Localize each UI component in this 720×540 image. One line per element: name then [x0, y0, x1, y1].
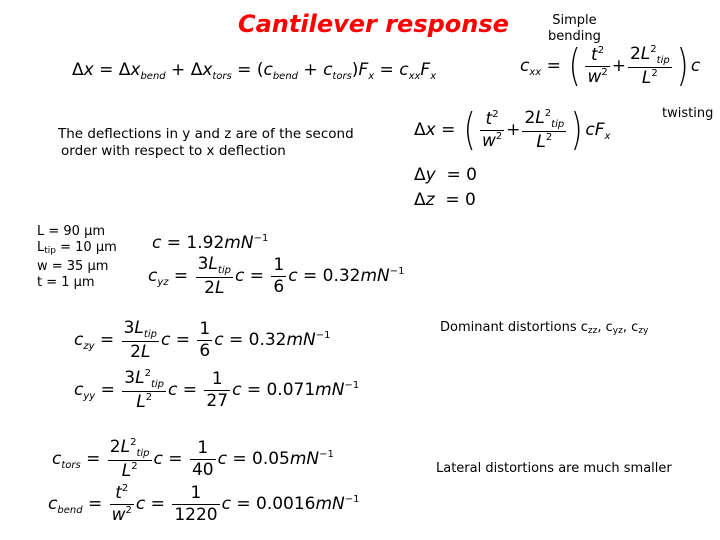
parameters-block	[37, 224, 117, 291]
param-Ltip: Ltip = 10 µm	[37, 240, 117, 256]
ctors-equation: $c_{tors}$ = $\frac{2L^2_{tip}}{L^2}$ c = $\frac{1}{40}$ $c = 0.05mN^{-1}$	[52, 437, 334, 481]
bending-label: bending	[548, 29, 601, 44]
param-L: L = 90 µm	[37, 224, 106, 239]
param-w: w = 35 µm	[37, 259, 109, 274]
note-line-1: The deflections in y and z are of the second	[58, 126, 354, 142]
cxx-equation: $c_{xx}$ = ( $\frac{t^2}{w^2}$ + $\frac{2L^2_{tip}}{L^2}$ ) c	[520, 40, 701, 91]
deflection-equation: $\Delta x = \Delta x_{bend} + \Delta x_{tors} = (c_{bend} + c_{tors})F_x = c_{xx}F_x$	[72, 60, 437, 82]
delta-x-equation: Δx = ( $\frac{t^2}{w^2}$ + $\frac{2L^2_{tip}}{L^2}$ ) $cF_x$	[414, 104, 611, 155]
dominant-distortions-note: Dominant distortions czz, cyz, czy	[440, 320, 649, 336]
czy-equation: $c_{zy}$ = $\frac{3L_{tip}}{2L}$ c = $\frac{1}{6}$ $c = 0.32mN^{-1}$	[74, 318, 331, 362]
second-order-note	[58, 126, 354, 160]
cyy-equation: $c_{yy}$ = $\frac{3L^2_{tip}}{L^2}$ c = $\frac{1}{27}$ $c = 0.071mN^{-1}$	[74, 368, 360, 412]
param-t: t = 1 µm	[37, 275, 95, 290]
delta-z-equation: Δz = 0	[414, 190, 476, 210]
twisting-label: twisting	[662, 106, 714, 121]
simple-label: Simple	[552, 13, 597, 28]
page-title: Cantilever response	[238, 10, 509, 38]
c-value-equation: $c = 1.92mN^{-1}$	[152, 233, 269, 253]
note-line-2: order with respect to x deflection	[61, 143, 286, 159]
lateral-distortions-note: Lateral distortions are much smaller	[436, 461, 672, 476]
cyz-equation: $c_{yz}$ = $\frac{3L_{tip}}{2L}$ c = $\frac{1}{6}$ $c = 0.32mN^{-1}$	[148, 254, 405, 298]
delta-y-equation: Δy = 0	[414, 165, 477, 185]
cbend-equation: $c_{bend}$ = $\frac{t^2}{w^2}$ c = $\frac{1}{1220}$ $c = 0.0016mN^{-1}$	[48, 483, 360, 525]
